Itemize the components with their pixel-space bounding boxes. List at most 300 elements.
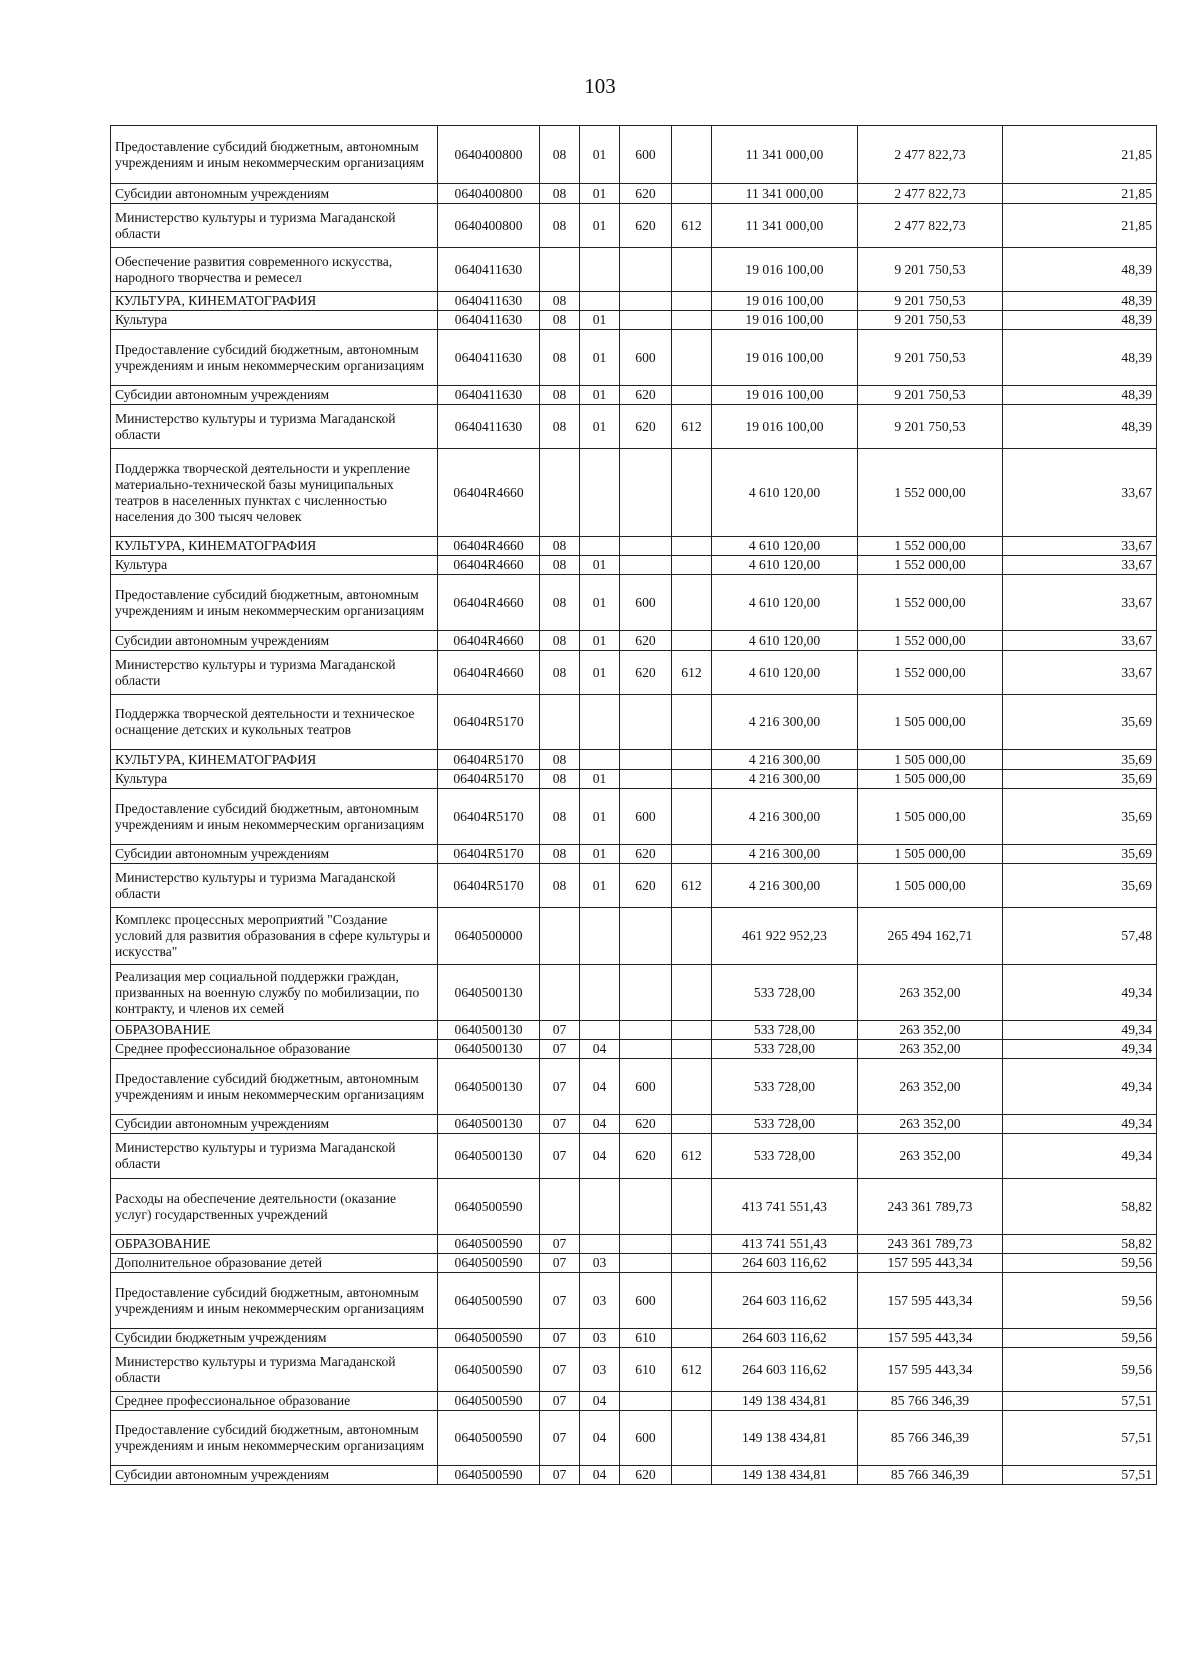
row-actual-amount: 243 361 789,73 (858, 1235, 1003, 1254)
row-expense-type: 600 (620, 1273, 672, 1329)
row-ministry-code (672, 1059, 712, 1115)
row-expense-type: 620 (620, 405, 672, 449)
row-code: 0640411630 (438, 405, 540, 449)
row-execution-percent: 48,39 (1003, 405, 1157, 449)
row-planned-amount: 4 216 300,00 (712, 695, 858, 750)
row-subsection: 04 (580, 1059, 620, 1115)
row-execution-percent: 35,69 (1003, 695, 1157, 750)
row-section: 08 (540, 292, 580, 311)
budget-table-body (111, 126, 1157, 1485)
row-actual-amount: 1 552 000,00 (858, 631, 1003, 651)
row-subsection (580, 248, 620, 292)
row-section: 08 (540, 556, 580, 575)
row-subsection (580, 1021, 620, 1040)
row-ministry-code (672, 311, 712, 330)
table-row (111, 311, 1157, 330)
row-name: Среднее профессиональное образование (111, 1040, 438, 1059)
row-code: 0640411630 (438, 248, 540, 292)
row-planned-amount: 19 016 100,00 (712, 311, 858, 330)
row-actual-amount: 265 494 162,71 (858, 908, 1003, 965)
row-name: Предоставление субсидий бюджетным, автономным учреждениям и иным некоммерческим организациям (111, 575, 438, 631)
row-subsection: 01 (580, 770, 620, 789)
row-actual-amount: 1 552 000,00 (858, 537, 1003, 556)
row-actual-amount: 1 505 000,00 (858, 845, 1003, 864)
row-code: 0640500590 (438, 1348, 540, 1392)
row-planned-amount: 19 016 100,00 (712, 405, 858, 449)
row-code: 0640500590 (438, 1392, 540, 1411)
row-planned-amount: 264 603 116,62 (712, 1254, 858, 1273)
row-ministry-code (672, 386, 712, 405)
row-execution-percent: 33,67 (1003, 575, 1157, 631)
row-expense-type (620, 1254, 672, 1273)
row-execution-percent: 21,85 (1003, 204, 1157, 248)
row-code: 06404R5170 (438, 845, 540, 864)
row-actual-amount: 263 352,00 (858, 1134, 1003, 1179)
row-section: 08 (540, 537, 580, 556)
row-code: 06404R4660 (438, 449, 540, 537)
row-execution-percent: 33,67 (1003, 537, 1157, 556)
row-execution-percent: 35,69 (1003, 864, 1157, 908)
row-name: Министерство культуры и туризма Магаданской области (111, 204, 438, 248)
row-section: 07 (540, 1466, 580, 1485)
row-planned-amount: 4 610 120,00 (712, 537, 858, 556)
row-ministry-code (672, 1329, 712, 1348)
row-execution-percent: 33,67 (1003, 651, 1157, 695)
row-ministry-code: 612 (672, 864, 712, 908)
row-name: Комплекс процессных мероприятий "Создание условий для развития образования в сфере культуры и искусства" (111, 908, 438, 965)
row-planned-amount: 533 728,00 (712, 1115, 858, 1134)
table-row (111, 575, 1157, 631)
row-section: 07 (540, 1134, 580, 1179)
table-row (111, 631, 1157, 651)
row-planned-amount: 4 610 120,00 (712, 631, 858, 651)
row-subsection: 04 (580, 1115, 620, 1134)
row-planned-amount: 4 216 300,00 (712, 770, 858, 789)
row-section: 08 (540, 204, 580, 248)
row-code: 0640500590 (438, 1179, 540, 1235)
row-planned-amount: 149 138 434,81 (712, 1411, 858, 1466)
row-subsection: 01 (580, 405, 620, 449)
row-name: ОБРАЗОВАНИЕ (111, 1021, 438, 1040)
row-code: 0640500000 (438, 908, 540, 965)
row-execution-percent: 59,56 (1003, 1348, 1157, 1392)
row-planned-amount: 19 016 100,00 (712, 330, 858, 386)
row-subsection: 04 (580, 1466, 620, 1485)
row-section: 07 (540, 1254, 580, 1273)
row-execution-percent: 57,48 (1003, 908, 1157, 965)
table-row (111, 1411, 1157, 1466)
row-expense-type: 620 (620, 1466, 672, 1485)
row-ministry-code (672, 1179, 712, 1235)
row-actual-amount: 1 552 000,00 (858, 556, 1003, 575)
row-ministry-code (672, 537, 712, 556)
row-planned-amount: 4 216 300,00 (712, 864, 858, 908)
row-name: Культура (111, 556, 438, 575)
row-actual-amount: 85 766 346,39 (858, 1466, 1003, 1485)
row-expense-type (620, 770, 672, 789)
table-row (111, 908, 1157, 965)
row-expense-type: 600 (620, 575, 672, 631)
row-execution-percent: 57,51 (1003, 1411, 1157, 1466)
row-expense-type: 600 (620, 789, 672, 845)
row-actual-amount: 263 352,00 (858, 1040, 1003, 1059)
row-ministry-code: 612 (672, 1348, 712, 1392)
row-execution-percent: 48,39 (1003, 330, 1157, 386)
row-ministry-code (672, 330, 712, 386)
row-code: 0640500590 (438, 1466, 540, 1485)
row-expense-type (620, 537, 672, 556)
row-subsection (580, 750, 620, 770)
row-execution-percent: 48,39 (1003, 311, 1157, 330)
table-row (111, 1329, 1157, 1348)
row-name: Предоставление субсидий бюджетным, автономным учреждениям и иным некоммерческим организациям (111, 1273, 438, 1329)
row-subsection: 01 (580, 386, 620, 405)
table-row (111, 845, 1157, 864)
row-subsection: 01 (580, 311, 620, 330)
row-execution-percent: 58,82 (1003, 1235, 1157, 1254)
row-execution-percent: 49,34 (1003, 1115, 1157, 1134)
row-section (540, 908, 580, 965)
row-actual-amount: 85 766 346,39 (858, 1392, 1003, 1411)
table-row (111, 537, 1157, 556)
row-subsection: 04 (580, 1392, 620, 1411)
row-execution-percent: 33,67 (1003, 449, 1157, 537)
row-name: Предоставление субсидий бюджетным, автономным учреждениям и иным некоммерческим организациям (111, 1059, 438, 1115)
row-code: 06404R4660 (438, 575, 540, 631)
row-name: Предоставление субсидий бюджетным, автономным учреждениям и иным некоммерческим организациям (111, 330, 438, 386)
row-expense-type: 620 (620, 204, 672, 248)
row-ministry-code (672, 770, 712, 789)
row-subsection: 04 (580, 1134, 620, 1179)
row-code: 0640411630 (438, 386, 540, 405)
row-section (540, 1179, 580, 1235)
row-name: Субсидии бюджетным учреждениям (111, 1329, 438, 1348)
row-ministry-code (672, 1273, 712, 1329)
row-ministry-code (672, 1235, 712, 1254)
row-expense-type (620, 449, 672, 537)
row-name: Поддержка творческой деятельности и укрепление материально-технической базы муниципальных театров в населенных пунктах с численностью населения до 300 тысяч человек (111, 449, 438, 537)
row-section: 07 (540, 1411, 580, 1466)
row-actual-amount: 2 477 822,73 (858, 184, 1003, 204)
row-subsection (580, 292, 620, 311)
row-actual-amount: 9 201 750,53 (858, 248, 1003, 292)
row-planned-amount: 149 138 434,81 (712, 1466, 858, 1485)
row-code: 06404R5170 (438, 695, 540, 750)
row-section: 08 (540, 311, 580, 330)
row-subsection (580, 537, 620, 556)
row-section: 08 (540, 184, 580, 204)
row-expense-type (620, 965, 672, 1021)
row-planned-amount: 4 610 120,00 (712, 449, 858, 537)
row-actual-amount: 263 352,00 (858, 1059, 1003, 1115)
row-ministry-code (672, 908, 712, 965)
row-name: Министерство культуры и туризма Магаданской области (111, 651, 438, 695)
row-name: Субсидии автономным учреждениям (111, 845, 438, 864)
row-planned-amount: 4 610 120,00 (712, 651, 858, 695)
table-row (111, 750, 1157, 770)
row-code: 06404R5170 (438, 770, 540, 789)
row-subsection: 01 (580, 330, 620, 386)
row-expense-type (620, 1392, 672, 1411)
row-actual-amount: 9 201 750,53 (858, 292, 1003, 311)
row-actual-amount: 263 352,00 (858, 1021, 1003, 1040)
row-planned-amount: 461 922 952,23 (712, 908, 858, 965)
row-planned-amount: 533 728,00 (712, 1040, 858, 1059)
table-row (111, 1021, 1157, 1040)
row-subsection: 03 (580, 1254, 620, 1273)
row-ministry-code (672, 789, 712, 845)
table-row (111, 184, 1157, 204)
row-execution-percent: 59,56 (1003, 1329, 1157, 1348)
row-subsection: 01 (580, 556, 620, 575)
table-row (111, 1273, 1157, 1329)
row-code: 0640500590 (438, 1273, 540, 1329)
row-section: 07 (540, 1115, 580, 1134)
row-ministry-code: 612 (672, 651, 712, 695)
row-subsection: 01 (580, 845, 620, 864)
table-row (111, 248, 1157, 292)
row-actual-amount: 2 477 822,73 (858, 204, 1003, 248)
row-name: Расходы на обеспечение деятельности (оказание услуг) государственных учреждений (111, 1179, 438, 1235)
row-execution-percent: 35,69 (1003, 750, 1157, 770)
row-code: 06404R5170 (438, 864, 540, 908)
row-actual-amount: 1 505 000,00 (858, 789, 1003, 845)
row-actual-amount: 2 477 822,73 (858, 126, 1003, 184)
row-actual-amount: 1 505 000,00 (858, 770, 1003, 789)
row-planned-amount: 4 610 120,00 (712, 556, 858, 575)
row-expense-type: 620 (620, 1134, 672, 1179)
row-expense-type (620, 556, 672, 575)
row-code: 06404R5170 (438, 750, 540, 770)
row-section: 08 (540, 631, 580, 651)
row-code: 0640500590 (438, 1329, 540, 1348)
row-subsection: 03 (580, 1273, 620, 1329)
row-actual-amount: 1 505 000,00 (858, 864, 1003, 908)
row-expense-type: 600 (620, 1411, 672, 1466)
row-subsection: 01 (580, 631, 620, 651)
row-actual-amount: 9 201 750,53 (858, 405, 1003, 449)
row-ministry-code (672, 965, 712, 1021)
row-expense-type: 600 (620, 330, 672, 386)
row-execution-percent: 57,51 (1003, 1392, 1157, 1411)
row-code: 0640411630 (438, 292, 540, 311)
table-row (111, 204, 1157, 248)
row-actual-amount: 85 766 346,39 (858, 1411, 1003, 1466)
row-code: 0640500130 (438, 965, 540, 1021)
table-row (111, 695, 1157, 750)
row-execution-percent: 49,34 (1003, 1040, 1157, 1059)
row-subsection: 01 (580, 184, 620, 204)
row-ministry-code: 612 (672, 204, 712, 248)
row-section: 07 (540, 1392, 580, 1411)
row-ministry-code (672, 1040, 712, 1059)
row-expense-type: 620 (620, 845, 672, 864)
row-subsection (580, 1179, 620, 1235)
row-section (540, 965, 580, 1021)
row-name: Субсидии автономным учреждениям (111, 1466, 438, 1485)
row-execution-percent: 49,34 (1003, 1059, 1157, 1115)
row-name: Дополнительное образование детей (111, 1254, 438, 1273)
row-name: Субсидии автономным учреждениям (111, 631, 438, 651)
row-code: 06404R4660 (438, 537, 540, 556)
row-ministry-code (672, 1021, 712, 1040)
row-code: 0640400800 (438, 184, 540, 204)
row-actual-amount: 1 552 000,00 (858, 651, 1003, 695)
row-section: 08 (540, 575, 580, 631)
row-execution-percent: 57,51 (1003, 1466, 1157, 1485)
row-planned-amount: 413 741 551,43 (712, 1179, 858, 1235)
row-subsection: 01 (580, 204, 620, 248)
row-expense-type (620, 292, 672, 311)
row-expense-type (620, 1021, 672, 1040)
row-subsection (580, 965, 620, 1021)
row-section: 07 (540, 1059, 580, 1115)
row-section: 08 (540, 330, 580, 386)
row-expense-type (620, 1040, 672, 1059)
table-row (111, 1179, 1157, 1235)
row-execution-percent: 48,39 (1003, 292, 1157, 311)
table-row (111, 965, 1157, 1021)
row-execution-percent: 49,34 (1003, 965, 1157, 1021)
table-row (111, 864, 1157, 908)
table-row (111, 1235, 1157, 1254)
row-actual-amount: 9 201 750,53 (858, 330, 1003, 386)
row-name: Обеспечение развития современного искусства, народного творчества и ремесел (111, 248, 438, 292)
row-actual-amount: 9 201 750,53 (858, 386, 1003, 405)
row-expense-type (620, 1179, 672, 1235)
row-ministry-code (672, 248, 712, 292)
row-planned-amount: 19 016 100,00 (712, 386, 858, 405)
row-ministry-code (672, 750, 712, 770)
row-name: Культура (111, 311, 438, 330)
table-row (111, 1059, 1157, 1115)
row-ministry-code: 612 (672, 1134, 712, 1179)
row-code: 0640500590 (438, 1235, 540, 1254)
row-expense-type (620, 695, 672, 750)
row-ministry-code (672, 449, 712, 537)
row-section: 07 (540, 1021, 580, 1040)
row-name: Реализация мер социальной поддержки граждан, призванных на военную службу по мобилизации, по контракту, и членов их семей (111, 965, 438, 1021)
row-planned-amount: 533 728,00 (712, 1134, 858, 1179)
row-code: 0640411630 (438, 330, 540, 386)
table-row (111, 556, 1157, 575)
row-execution-percent: 59,56 (1003, 1254, 1157, 1273)
row-execution-percent: 49,34 (1003, 1021, 1157, 1040)
row-ministry-code (672, 292, 712, 311)
row-planned-amount: 264 603 116,62 (712, 1273, 858, 1329)
row-expense-type: 620 (620, 651, 672, 695)
row-name: Субсидии автономным учреждениям (111, 386, 438, 405)
table-row (111, 126, 1157, 184)
row-actual-amount: 157 595 443,34 (858, 1254, 1003, 1273)
row-planned-amount: 4 216 300,00 (712, 845, 858, 864)
row-expense-type: 610 (620, 1348, 672, 1392)
row-name: КУЛЬТУРА, КИНЕМАТОГРАФИЯ (111, 750, 438, 770)
row-section: 08 (540, 651, 580, 695)
row-ministry-code (672, 1115, 712, 1134)
row-planned-amount: 413 741 551,43 (712, 1235, 858, 1254)
row-expense-type (620, 1235, 672, 1254)
row-name: Министерство культуры и туризма Магаданской области (111, 864, 438, 908)
row-ministry-code: 612 (672, 405, 712, 449)
row-ministry-code (672, 845, 712, 864)
row-name: ОБРАЗОВАНИЕ (111, 1235, 438, 1254)
row-execution-percent: 21,85 (1003, 126, 1157, 184)
row-name: Предоставление субсидий бюджетным, автономным учреждениям и иным некоммерческим организациям (111, 1411, 438, 1466)
row-section: 07 (540, 1235, 580, 1254)
row-planned-amount: 264 603 116,62 (712, 1348, 858, 1392)
row-subsection (580, 908, 620, 965)
row-expense-type: 600 (620, 1059, 672, 1115)
row-name: Министерство культуры и туризма Магаданской области (111, 405, 438, 449)
row-code: 06404R4660 (438, 631, 540, 651)
row-expense-type: 610 (620, 1329, 672, 1348)
row-execution-percent: 35,69 (1003, 845, 1157, 864)
row-expense-type (620, 750, 672, 770)
row-execution-percent: 58,82 (1003, 1179, 1157, 1235)
row-code: 0640500590 (438, 1411, 540, 1466)
row-section: 07 (540, 1040, 580, 1059)
row-section: 07 (540, 1273, 580, 1329)
row-ministry-code (672, 631, 712, 651)
row-actual-amount: 157 595 443,34 (858, 1273, 1003, 1329)
row-code: 06404R4660 (438, 651, 540, 695)
row-execution-percent: 35,69 (1003, 789, 1157, 845)
row-section: 08 (540, 845, 580, 864)
row-execution-percent: 33,67 (1003, 556, 1157, 575)
row-ministry-code (672, 1466, 712, 1485)
row-subsection: 01 (580, 789, 620, 845)
row-code: 0640500130 (438, 1040, 540, 1059)
row-planned-amount: 11 341 000,00 (712, 184, 858, 204)
row-expense-type: 620 (620, 1115, 672, 1134)
row-actual-amount: 263 352,00 (858, 1115, 1003, 1134)
row-planned-amount: 149 138 434,81 (712, 1392, 858, 1411)
row-planned-amount: 19 016 100,00 (712, 292, 858, 311)
row-section (540, 695, 580, 750)
row-execution-percent: 33,67 (1003, 631, 1157, 651)
row-actual-amount: 9 201 750,53 (858, 311, 1003, 330)
row-planned-amount: 533 728,00 (712, 1021, 858, 1040)
row-code: 0640500130 (438, 1134, 540, 1179)
row-section (540, 449, 580, 537)
row-planned-amount: 11 341 000,00 (712, 204, 858, 248)
row-name: Культура (111, 770, 438, 789)
table-row (111, 330, 1157, 386)
row-planned-amount: 11 341 000,00 (712, 126, 858, 184)
row-ministry-code (672, 184, 712, 204)
row-actual-amount: 157 595 443,34 (858, 1329, 1003, 1348)
table-row (111, 405, 1157, 449)
table-row (111, 1392, 1157, 1411)
table-row (111, 770, 1157, 789)
row-code: 0640500130 (438, 1059, 540, 1115)
row-code: 0640500130 (438, 1021, 540, 1040)
row-ministry-code (672, 1254, 712, 1273)
table-row (111, 1348, 1157, 1392)
row-subsection (580, 1235, 620, 1254)
row-ministry-code (672, 1392, 712, 1411)
row-ministry-code (672, 575, 712, 631)
row-name: КУЛЬТУРА, КИНЕМАТОГРАФИЯ (111, 292, 438, 311)
row-section: 08 (540, 405, 580, 449)
row-name: Субсидии автономным учреждениям (111, 1115, 438, 1134)
row-subsection: 01 (580, 864, 620, 908)
row-planned-amount: 264 603 116,62 (712, 1329, 858, 1348)
table-row (111, 1254, 1157, 1273)
row-actual-amount: 263 352,00 (858, 965, 1003, 1021)
row-subsection: 04 (580, 1411, 620, 1466)
